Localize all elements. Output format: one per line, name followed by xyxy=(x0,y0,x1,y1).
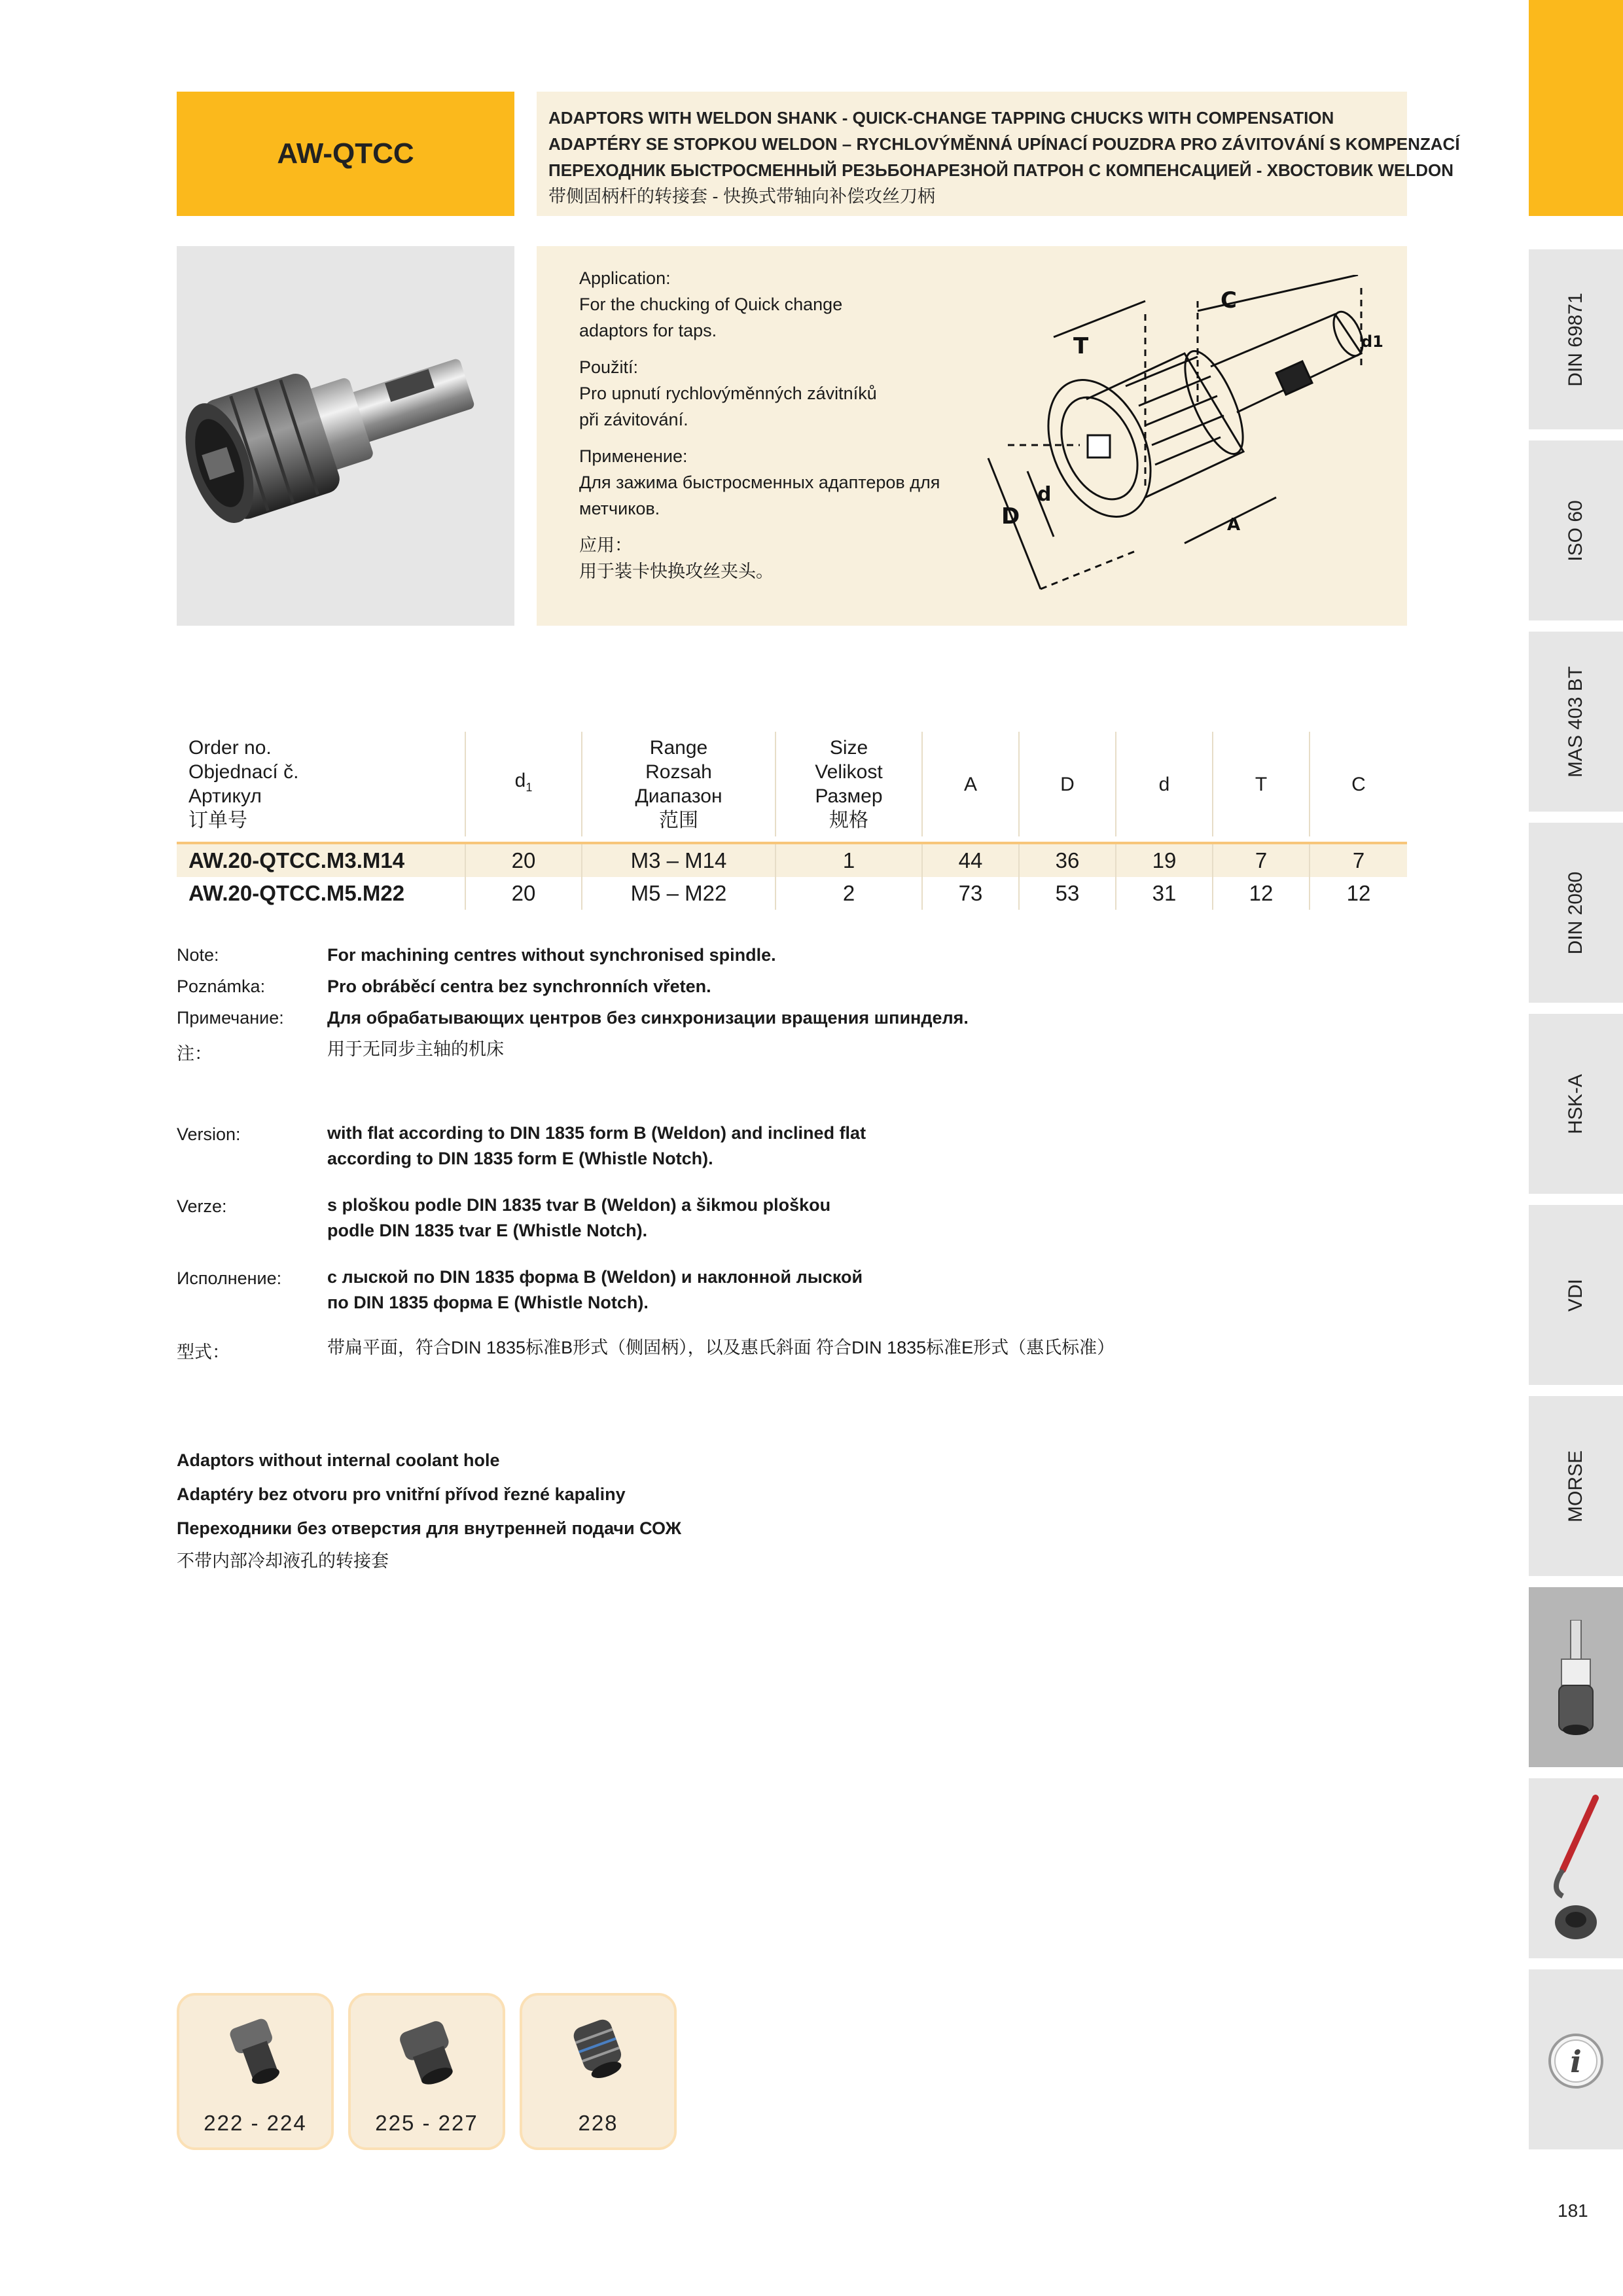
application-en-1: For the chucking of Quick change xyxy=(579,295,843,314)
application-label-cz: Použití xyxy=(579,357,633,377)
version-en: with flat according to DIN 1835 form B (Weldon) and inclined flat according to DIN 1835 form E (Whistle Notch). xyxy=(327,1123,866,1168)
version-ru: с лыской по DIN 1835 форма B (Weldon) и наклонной лыской по DIN 1835 форма E (Whistle Notch). xyxy=(327,1267,863,1312)
note-ru: Для обрабатывающих центров без синхронизации вращения шпинделя. xyxy=(327,1008,969,1028)
header-D: D xyxy=(1018,732,1115,836)
card-label: 228 xyxy=(578,2111,618,2135)
tab-hsk-a[interactable]: HSK-A xyxy=(1529,1011,1623,1194)
adaptor-insert-icon xyxy=(212,2009,304,2100)
related-card-228[interactable] xyxy=(520,1993,677,2150)
table-row: AW.20-QTCC.M3.M14 20 M3 – M14 1 44 36 19 7 7 xyxy=(177,842,1407,877)
version-label-ru: Исполнение: xyxy=(177,1268,282,1288)
tab-info[interactable] xyxy=(1529,1966,1623,2149)
tab-accessories[interactable] xyxy=(1529,1775,1623,1958)
card-label: 225 - 227 xyxy=(375,2111,478,2135)
title-en: ADAPTORS WITH WELDON SHANK - QUICK-CHANGE TAPPING CHUCKS WITH COMPENSATION xyxy=(548,108,1334,128)
dim-label-d: d xyxy=(1037,483,1052,506)
order-number: AW.20-QTCC.M3.M14 xyxy=(188,848,405,872)
tab-din-2080[interactable]: DIN 2080 xyxy=(1529,819,1623,1003)
note-en: For machining centres without synchronised spindle. xyxy=(327,945,776,965)
adaptor-insert-icon xyxy=(555,2009,647,2100)
note-label-ru: Примечание: xyxy=(177,1008,284,1028)
product-code: AW-QTCC xyxy=(177,92,514,216)
product-title-block xyxy=(537,92,1460,216)
version-cn: 带扁平面，符合DIN 1835标准B形式（侧固柄），以及惠氏斜面 符合DIN 1835标准E形式（惠氏标准） xyxy=(327,1338,1115,1357)
related-card-222-224[interactable] xyxy=(177,1993,334,2150)
note-label-cn: 注： xyxy=(177,1044,212,1064)
coolant-ru: Переходники без отверстия для внутренней подачи СОЖ xyxy=(177,1518,682,1538)
dim-label-C: C xyxy=(1221,287,1237,314)
title-cn: 带侧固柄杆的转接套 - 快换式带轴向补偿攻丝刀柄 xyxy=(548,187,935,206)
header-C: C xyxy=(1309,732,1407,836)
coolant-cz: Adaptéry bez otvoru pro vnitřní přívod řezné kapaliny xyxy=(177,1484,626,1504)
page-number: 181 xyxy=(1558,2200,1588,2221)
application-cz-2: při závitování. xyxy=(579,410,688,429)
version-label-en: Version: xyxy=(177,1124,241,1144)
dimension-drawing xyxy=(969,275,1400,602)
adaptor-insert-icon xyxy=(383,2009,475,2100)
adaptor-icon xyxy=(1555,1620,1597,1738)
application-ru-1: Для зажима быстросменных адаптеров для xyxy=(579,473,940,492)
tab-din-69871[interactable]: DIN 69871 xyxy=(1529,246,1623,429)
tapping-chuck-photo xyxy=(177,246,514,626)
info-icon xyxy=(1546,2032,1605,2090)
application-cn: 用于装卡快换攻丝夹头。 xyxy=(579,562,774,581)
application-text: Application: For the chucking of Quick change adaptors for taps. Použití: Pro upnutí rychlovýměnných závitníků při závitování. Применение: Для зажима быстросменных адаптеров для метчиков. 应用： 用于装卡快换攻丝夹头。 xyxy=(579,265,946,584)
application-label-en: Application xyxy=(579,268,666,288)
section-tab-accent xyxy=(1529,0,1623,216)
dim-label-A: A xyxy=(1227,515,1241,535)
dim-label-d1: d1 xyxy=(1361,332,1383,351)
title-ru: ПЕРЕХОДНИК БЫСТРОСМЕННЫЙ РЕЗЬБОНАРЕЗНОЙ ПАТРОН С КОМПЕНСАЦИЕЙ - ХВОСТОВИК WELDON xyxy=(548,160,1454,180)
application-label-ru: Применение xyxy=(579,446,683,466)
note-cn: 用于无同步主轴的机床 xyxy=(327,1039,504,1059)
tab-morse[interactable]: MORSE xyxy=(1529,1393,1623,1576)
application-cz-1: Pro upnutí rychlovýměnných závitníků xyxy=(579,384,877,403)
version-label-cz: Verze: xyxy=(177,1196,227,1216)
coolant-en: Adaptors without internal coolant hole xyxy=(177,1450,500,1470)
product-photo xyxy=(177,246,514,626)
header-order: Order no. Objednací č. Артикул 订单号 xyxy=(188,737,299,831)
application-en-2: adaptors for taps. xyxy=(579,321,717,340)
svg-text:i: i xyxy=(1570,2044,1582,2079)
tab-vdi[interactable]: VDI xyxy=(1529,1202,1623,1385)
note-label-cz: Poznámka: xyxy=(177,977,266,996)
title-cz: ADAPTÉRY SE STOPKOU WELDON – RYCHLOVÝMĚNNÁ UPÍNACÍ POUZDRA PRO ZÁVITOVÁNÍ S KOMPENZACÍ xyxy=(548,134,1460,154)
application-label-cn: 应用： xyxy=(579,535,632,555)
tab-adaptors[interactable] xyxy=(1529,1584,1623,1767)
related-card-225-227[interactable] xyxy=(348,1993,505,2150)
header-range: Range Rozsah Диапазон 范围 xyxy=(581,732,775,836)
version-cz: s ploškou podle DIN 1835 tvar B (Weldon) a šikmou ploškou podle DIN 1835 tvar E (Whistle Notch). xyxy=(327,1195,831,1240)
table-row: AW.20-QTCC.M5.M22 20 M5 – M22 2 73 53 31 12 12 xyxy=(177,877,1407,910)
note-cz: Pro obráběcí centra bez synchronních vřeten. xyxy=(327,977,711,996)
header-size: Size Velikost Размер 规格 xyxy=(775,732,921,836)
dim-label-D: D xyxy=(1001,503,1020,529)
header-A: A xyxy=(921,732,1018,836)
spec-table xyxy=(177,732,1407,922)
header-d1: $d_1$ xyxy=(465,732,581,836)
card-label: 222 - 224 xyxy=(204,2111,307,2135)
tab-mas-403-bt[interactable]: MAS 403 BT xyxy=(1529,628,1623,812)
order-number: AW.20-QTCC.M5.M22 xyxy=(188,881,405,905)
dim-label-T: T xyxy=(1073,333,1089,359)
tab-iso-60[interactable]: ISO 60 xyxy=(1529,437,1623,620)
header-T: T xyxy=(1212,732,1309,836)
wrench-icon xyxy=(1543,1791,1609,1948)
header-d: d xyxy=(1115,732,1212,836)
coolant-cn: 不带内部冷却液孔的转接套 xyxy=(177,1551,389,1571)
note-label-en: Note: xyxy=(177,945,219,965)
version-label-cn: 型式： xyxy=(177,1342,230,1362)
application-ru-2: метчиков. xyxy=(579,499,660,518)
